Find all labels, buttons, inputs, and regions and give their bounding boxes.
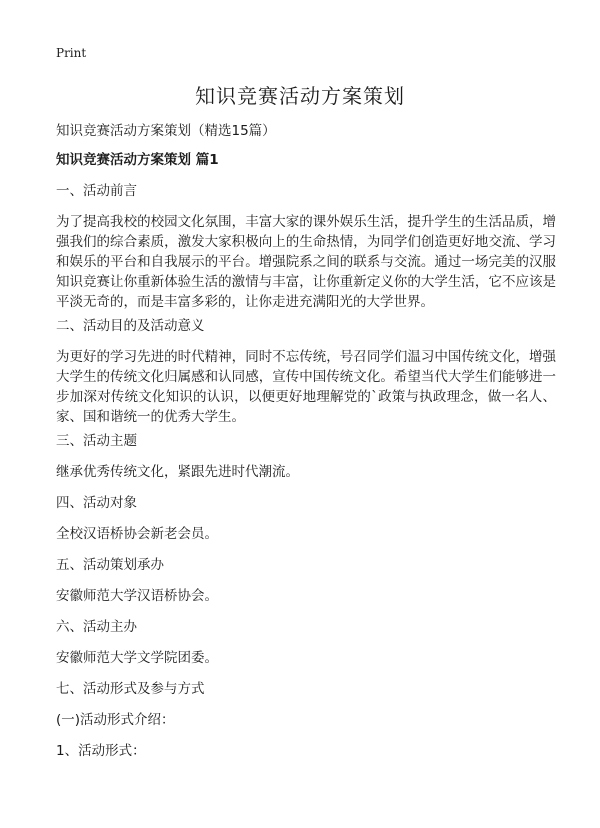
paragraph-theme: 继承优秀传统文化，紧跟先进时代潮流。 <box>56 464 299 480</box>
paragraph-purpose: 为更好的学习先进的时代精神，同时不忘传统，号召同学们温习中国传统文化，增强大学生的传统文化归属感和认同感，宣传中国传统文化。希望当代大学生们能够进一步加深对传统文化知识的认识，以便更好地理解党的`政策与执政理念，做一名人、家、国和谐统一的优秀大学生。 <box>56 349 556 425</box>
heading-host: 六、活动主办 <box>56 619 137 635</box>
paragraph-organizer: 安徽师范大学汉语桥协会。 <box>56 588 218 604</box>
heading-preface: 一、活动前言 <box>56 183 137 199</box>
subheading-format-intro: (一)活动形式介绍： <box>56 712 175 728</box>
print-link[interactable]: Print <box>56 46 87 60</box>
heading-theme: 三、活动主题 <box>56 433 137 449</box>
document-title: 知识竞赛活动方案策划 <box>195 84 405 108</box>
heading-audience: 四、活动对象 <box>56 495 137 511</box>
subheading-format-item: 1、活动形式： <box>56 743 146 759</box>
heading-format: 七、活动形式及参与方式 <box>56 681 205 697</box>
paragraph-audience: 全校汉语桥协会新老会员。 <box>56 526 218 542</box>
heading-purpose: 二、活动目的及活动意义 <box>56 318 205 334</box>
document-subtitle: 知识竞赛活动方案策划（精选15篇） <box>56 123 276 139</box>
paragraph-preface: 为了提高我校的校园文化氛围，丰富大家的课外娱乐生活，提升学生的生活品质，增强我们的综合素质，激发大家积极向上的生命热情，为同学们创造更好地交流、学习和娱乐的平台和自我展示的平台。增强院系之间的联系与交流。通过一场完美的汉服知识竞赛让你重新体验生活的激情与丰富，让你重新定义你的大学生活，它不应该是平淡无奇的，而是丰富多彩的，让你走进充满阳光的大学世界。 <box>56 214 556 310</box>
heading-organizer: 五、活动策划承办 <box>56 557 164 573</box>
paragraph-host: 安徽师范大学文学院团委。 <box>56 650 218 666</box>
section-title: 知识竞赛活动方案策划 篇1 <box>56 152 219 168</box>
